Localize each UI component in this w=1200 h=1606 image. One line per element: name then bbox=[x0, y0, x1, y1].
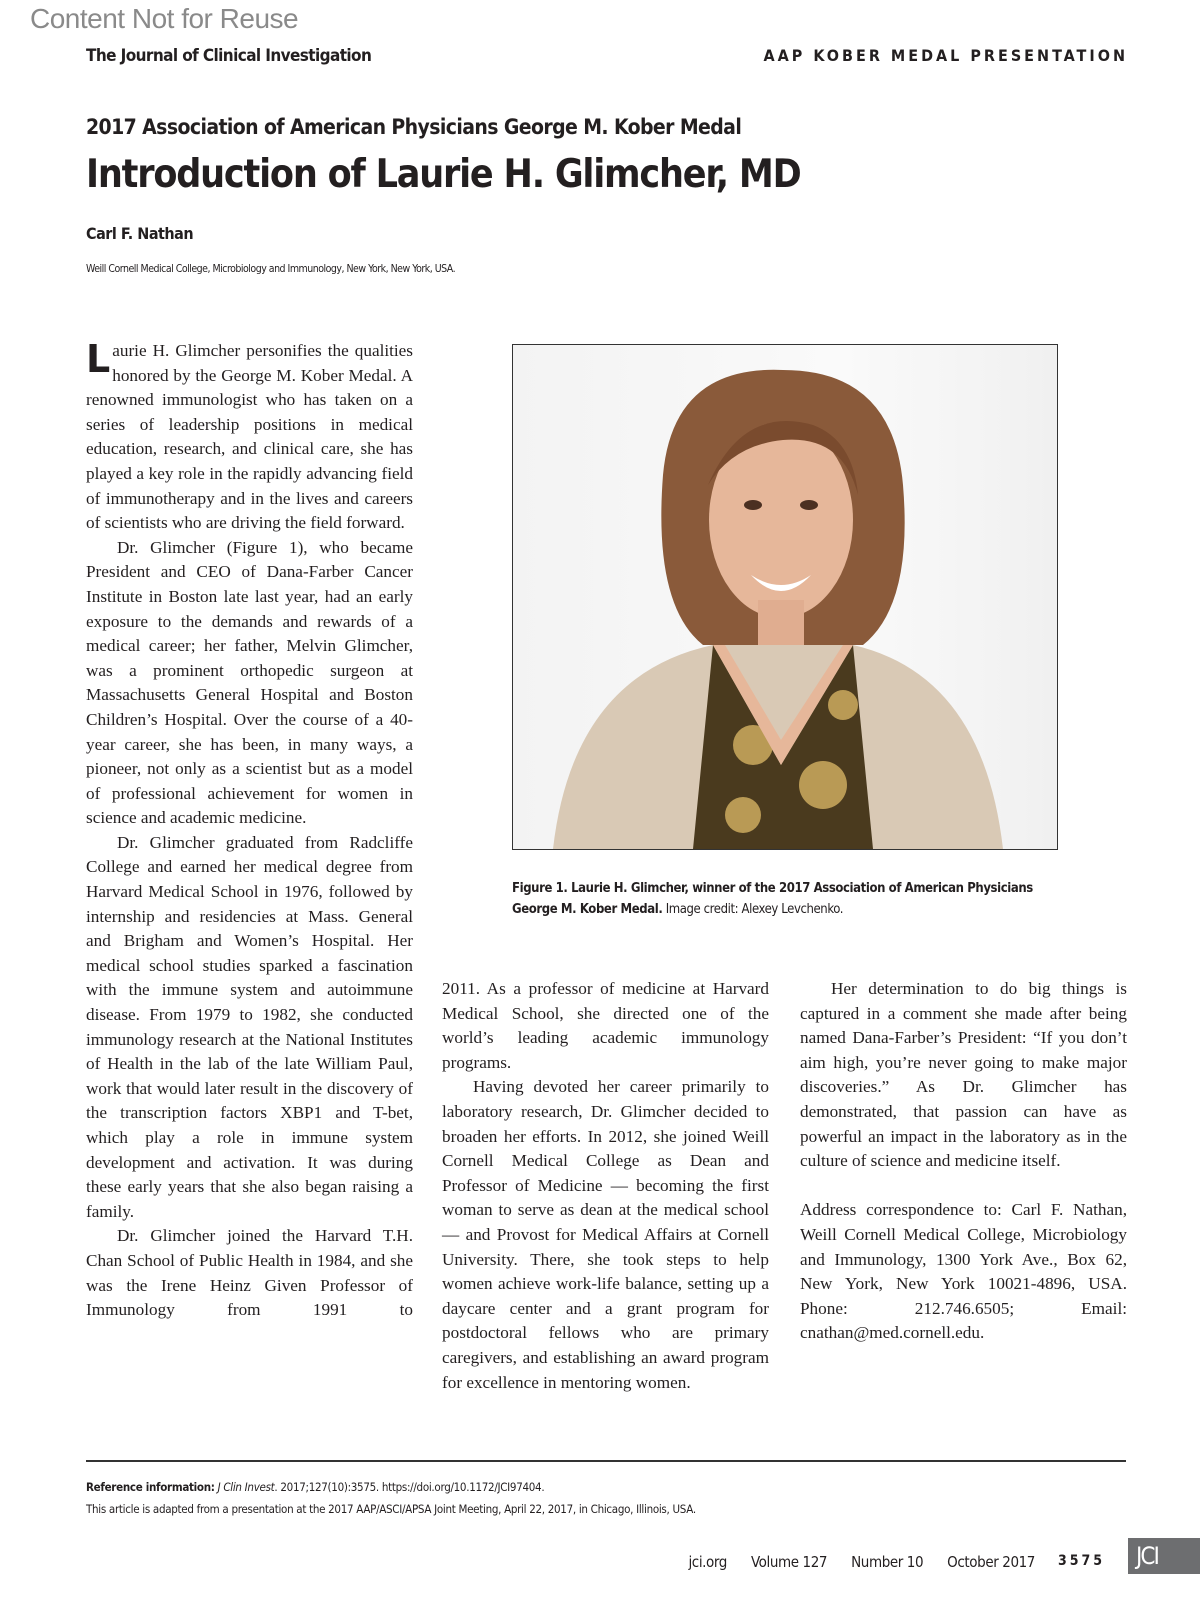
journal-name: The Journal of Clinical Investigation bbox=[86, 46, 372, 66]
paragraph: Dr. Glimcher (Figure 1), who became President and CEO of Dana-Farber Cancer Institute in Boston late last year, had an early exposure to the demands and rewards of a medical career; her father, Melvin Glimcher, was a prominent orthopedic surgeon at Massachusetts General Hospital and Boston Children’s Hospital. Over the course of a 40-year career, she has been, in many ways, a pioneer, not only as a scientist but as a model of professional achievement for women in science and academic medicine. bbox=[86, 537, 413, 828]
paragraph: Having devoted her career primarily to laboratory research, Dr. Glimcher decided to broaden her efforts. In 2012, she joined Weill Cornell Medical College as Dean and Professor of Medicine — becoming the first woman to serve as dean at the medical school — and Provost for Medical Affairs at Cornell University. There, she took steps to help women achieve work-life balance, setting up a daycare center and a grant program for postdoctoral fellows who are primary caregivers, and establishing an award program for excellence in mentoring women. bbox=[442, 1077, 769, 1392]
reference-information bbox=[86, 1480, 544, 1494]
body-column-1 bbox=[86, 339, 413, 1323]
drop-cap: L bbox=[86, 337, 111, 381]
jci-logo: JCI bbox=[1128, 1538, 1200, 1574]
paragraph: 2011. As a professor of medicine at Harvard Medical School, she directed one of the world’s leading academic immunology programs. bbox=[442, 979, 769, 1072]
section-label: AAP KOBER MEDAL PRESENTATION bbox=[763, 46, 1128, 65]
reference-journal: J Clin Invest bbox=[214, 1480, 275, 1494]
article-title: Introduction of Laurie H. Glimcher, MD bbox=[86, 152, 801, 197]
footer-divider bbox=[86, 1460, 1126, 1462]
footer-site[interactable]: jci.org bbox=[688, 1553, 727, 1571]
watermark: Content Not for Reuse bbox=[30, 3, 299, 34]
paragraph-text: aurie H. Glimcher personifies the qualities honored by the George M. Kober Medal. A renowned immunologist who has taken on a series of leadership positions in medical education, research, and clinical care, she has played a key role in the rapidly advancing field of immunotherapy and in the lives and careers of scientists who are driving the field forward. bbox=[86, 341, 413, 533]
footer-number: Number 10 bbox=[851, 1553, 924, 1571]
paragraph bbox=[86, 339, 413, 536]
figure-1-photo bbox=[512, 344, 1058, 850]
adaptation-note: This article is adapted from a presentation at the 2017 AAP/ASCI/APSA Joint Meeting, April 22, 2017, in Chicago, Illinois, USA. bbox=[86, 1502, 696, 1516]
portrait-image bbox=[513, 345, 1057, 849]
footer-date: October 2017 bbox=[947, 1553, 1035, 1571]
image-credit: Image credit: Alexey Levchenko. bbox=[662, 902, 844, 917]
author-name: Carl F. Nathan bbox=[86, 224, 194, 243]
paragraph: Her determination to do big things is captured in a comment she made after being named Dana-Farber’s President: “If you don’t aim high, you’re never going to make major discoveries.” As Dr. Glimcher has demonstrated, that passion can have as powerful an impact in the laboratory as in the culture of science and medicine itself. bbox=[800, 979, 1127, 1171]
author-affiliation: Weill Cornell Medical College, Microbiology and Immunology, New York, New York, USA. bbox=[86, 263, 456, 275]
footer-info bbox=[688, 1553, 1035, 1571]
reference-citation[interactable]: . 2017;127(10):3575. https://doi.org/10.1172/JCI97404. bbox=[274, 1480, 545, 1494]
body-column-2 bbox=[442, 977, 769, 1395]
reference-label: Reference information: bbox=[86, 1480, 215, 1494]
paragraph: Dr. Glimcher joined the Harvard T.H. Chan School of Public Health in 1984, and she was the Irene Heinz Given Professor of Immunology from 1991 to bbox=[86, 1226, 413, 1320]
figure-caption bbox=[512, 878, 1072, 920]
page-number: 3575 bbox=[1058, 1553, 1106, 1569]
caption-title: Figure 1. Laurie H. Glimcher, winner of the 2017 Association of American Physicians George M. Kober Medal. bbox=[512, 881, 1033, 917]
paragraph: Dr. Glimcher graduated from Radcliffe College and earned her medical degree from Harvard Medical School in 1976, followed by internship and residencies at Mass. General and Brigham and Women’s Hospital. Her medical school studies sparked a fascination with the immune system and autoimmune disease. From 1979 to 1982, she conducted immunology research at the National Institutes of Health in the lab of the late William Paul, work that would later result in the discovery of the transcription factors XBP1 and T-bet, which play a role in immune system development and activation. It was during these early years that she also began raising a family. bbox=[86, 832, 413, 1221]
footer-volume: Volume 127 bbox=[750, 1553, 828, 1571]
correspondence-address: Address correspondence to: Carl F. Nathan, Weill Cornell Medical College, Microbiology and Immunology, 1300 York Ave., Box 62, New York, New York 10021-4896, USA. Phone: 212.746.6505; Email: cnathan@med.cornell.edu. bbox=[800, 1200, 1127, 1343]
article-kicker: 2017 Association of American Physicians George M. Kober Medal bbox=[86, 115, 742, 139]
body-column-3 bbox=[800, 977, 1127, 1346]
